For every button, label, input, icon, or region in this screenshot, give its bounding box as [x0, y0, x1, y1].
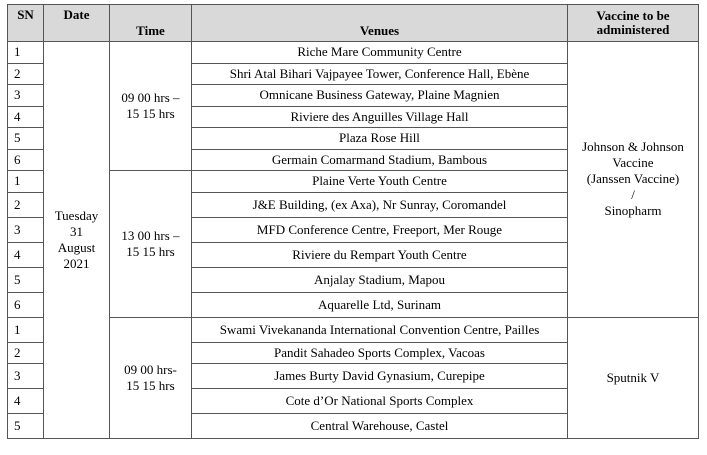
vaccine-cell-sputnik: [568, 317, 699, 439]
header-vaccine-line1: Vaccine to be: [596, 8, 670, 23]
sn-cell: 4: [8, 242, 44, 267]
time-start: 13 00 hrs –: [121, 227, 180, 243]
venue-cell: Plaza Rose Hill: [192, 128, 568, 150]
date-day: 31: [70, 224, 83, 239]
header-date: Date: [44, 5, 110, 42]
venue-cell: James Burty David Gynasium, Curepipe: [192, 364, 568, 389]
date-weekday: Tuesday: [54, 208, 99, 223]
venue-cell: Swami Vivekananda International Convention Centre, Pailles: [192, 317, 568, 342]
time-start: 09 00 hrs-: [124, 361, 177, 377]
sn-cell: 5: [8, 128, 44, 150]
vaccine-line: (Janssen Vaccine): [586, 171, 680, 187]
header-sn: SN: [8, 5, 44, 42]
sn-cell: 2: [8, 342, 44, 364]
time-end: 15 15 hrs: [126, 377, 175, 393]
vaccination-schedule-table: [7, 4, 699, 439]
sn-cell: 1: [8, 42, 44, 64]
header-venues: Venues: [192, 5, 568, 42]
sn-cell: 5: [8, 267, 44, 292]
venue-cell: Riviere des Anguilles Village Hall: [192, 106, 568, 128]
header-vaccine-line2: administered: [596, 22, 670, 37]
venue-cell: Anjalay Stadium, Mapou: [192, 267, 568, 292]
venue-cell: Central Warehouse, Castel: [192, 414, 568, 439]
venue-cell: Cote d’Or National Sports Complex: [192, 389, 568, 414]
sn-cell: 2: [8, 63, 44, 85]
vaccine-separator: /: [631, 187, 635, 203]
table-row: [8, 317, 699, 342]
sn-cell: 3: [8, 217, 44, 242]
header-vaccine: [568, 5, 699, 42]
venue-cell: Riviere du Rempart Youth Centre: [192, 242, 568, 267]
venue-cell: Shri Atal Bihari Vajpayee Tower, Conference Hall, Ebène: [192, 63, 568, 85]
time-cell-group-1: [110, 42, 192, 171]
time-end: 15 15 hrs: [126, 106, 175, 121]
header-time: Time: [110, 5, 192, 42]
venue-cell: Riche Mare Community Centre: [192, 42, 568, 64]
time-start: 09 00 hrs –: [121, 90, 180, 105]
sn-cell: 3: [8, 85, 44, 107]
venue-cell: Germain Comarmand Stadium, Bambous: [192, 149, 568, 171]
sn-cell: 4: [8, 389, 44, 414]
date-month: August: [57, 240, 96, 255]
vaccine-cell-jj-sinopharm: [568, 42, 699, 318]
sn-cell: 1: [8, 317, 44, 342]
venue-cell: J&E Building, (ex Axa), Nr Sunray, Coromandel: [192, 192, 568, 217]
sn-cell: 1: [8, 171, 44, 193]
time-cell-group-2: [110, 171, 192, 318]
vaccine-line: Sputnik V: [606, 369, 660, 385]
venue-cell: Plaine Verte Youth Centre: [192, 171, 568, 193]
sn-cell: 5: [8, 414, 44, 439]
venue-cell: Aquarelle Ltd, Surinam: [192, 292, 568, 317]
venue-cell: Pandit Sahadeo Sports Complex, Vacoas: [192, 342, 568, 364]
venue-cell: Omnicane Business Gateway, Plaine Magnien: [192, 85, 568, 107]
sn-cell: 2: [8, 192, 44, 217]
sn-cell: 6: [8, 292, 44, 317]
date-year: 2021: [63, 256, 90, 271]
table-row: [8, 42, 699, 64]
date-cell: [44, 42, 110, 439]
time-end: 15 15 hrs: [126, 243, 175, 259]
sn-cell: 4: [8, 106, 44, 128]
sn-cell: 6: [8, 149, 44, 171]
header-row: [8, 5, 699, 42]
sn-cell: 3: [8, 364, 44, 389]
time-cell-group-3: [110, 317, 192, 439]
vaccine-line: Sinopharm: [604, 203, 662, 219]
vaccine-line: Vaccine: [612, 155, 654, 171]
venue-cell: MFD Conference Centre, Freeport, Mer Rouge: [192, 217, 568, 242]
vaccine-line: Johnson & Johnson: [582, 139, 684, 155]
